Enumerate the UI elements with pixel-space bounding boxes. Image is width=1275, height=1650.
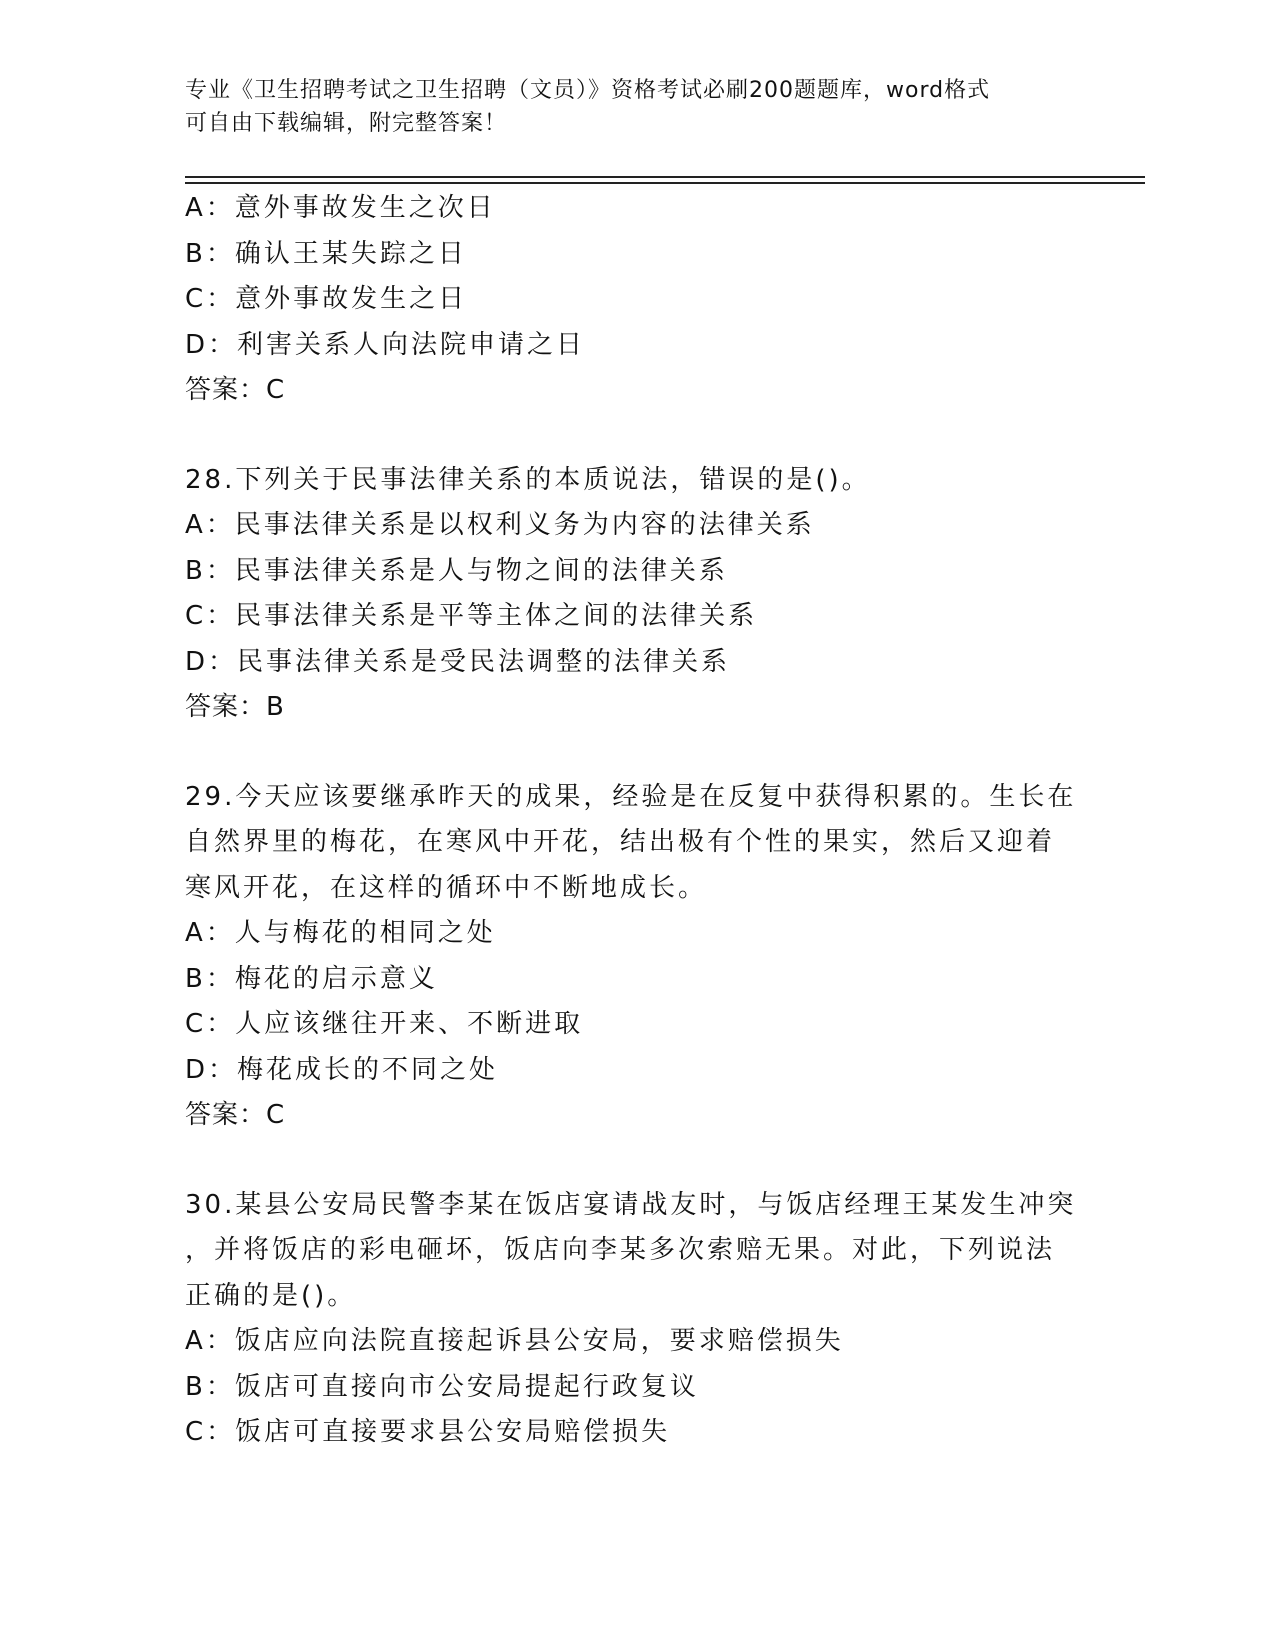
option-c: C：饭店可直接要求县公安局赔偿损失: [185, 1417, 671, 1447]
answer-line: 答案：C: [185, 375, 286, 405]
question-spacer: [185, 414, 1085, 458]
question-27: [185, 186, 1085, 414]
option-c: C：意外事故发生之日: [185, 284, 468, 314]
option-b: B：民事法律关系是人与物之间的法律关系: [185, 555, 728, 586]
answer-line: 答案：B: [185, 692, 285, 722]
question-29: [185, 775, 1085, 1139]
option-d: D：利害关系人向法院申请之日: [185, 329, 586, 360]
stem-line: 自然界里的梅花，在寒风中开花，结出极有个性的果实，然后又迎着: [185, 827, 1056, 857]
header-line-2: 可自由下载编辑，附完整答案！: [185, 111, 508, 136]
stem-line: 正确的是()。: [185, 1280, 357, 1311]
question-list: [185, 186, 1085, 1456]
question-28: [185, 458, 1085, 731]
header-line-1: 专业《卫生招聘考试之卫生招聘（文员）》资格考试必刷200题题库，word格式: [185, 78, 991, 103]
option-c: C：人应该继往开来、不断进取: [185, 1009, 584, 1039]
option-b: B：确认王某失踪之日: [185, 238, 467, 269]
stem-line: 30.某县公安局民警李某在饭店宴请战友时，与饭店经理王某发生冲突: [185, 1189, 1077, 1220]
question-spacer: [185, 731, 1085, 775]
stem-line: 29.今天应该要继承昨天的成果，经验是在反复中获得积累的。生长在: [185, 781, 1077, 812]
stem-line: 寒风开花，在这样的循环中不断地成长。: [185, 872, 708, 903]
header-rule-top: [185, 176, 1145, 178]
option-d: D：民事法律关系是受民法调整的法律关系: [185, 646, 731, 677]
stem-line: 28.下列关于民事法律关系的本质说法，错误的是()。: [185, 464, 871, 495]
header-rule-bottom: [185, 182, 1145, 184]
option-a: A：饭店应向法院直接起诉县公安局，要求赔偿损失: [185, 1326, 844, 1356]
question-stem: [185, 1183, 1085, 1320]
option-d: D：梅花成长的不同之处: [185, 1054, 499, 1085]
option-c: C：民事法律关系是平等主体之间的法律关系: [185, 601, 758, 631]
option-b: B：饭店可直接向市公安局提起行政复议: [185, 1371, 699, 1402]
document-header: [185, 74, 1065, 140]
option-b: B：梅花的启示意义: [185, 963, 438, 994]
stem-line: ，并将饭店的彩电砸坏，饭店向李某多次索赔无果。对此，下列说法: [185, 1235, 1056, 1265]
option-a: A：民事法律关系是以权利义务为内容的法律关系: [185, 510, 815, 540]
question-stem: [185, 775, 1085, 912]
option-a: A：人与梅花的相同之处: [185, 918, 496, 948]
answer-line: 答案：C: [185, 1100, 286, 1130]
question-stem: [185, 458, 1085, 504]
option-a: A：意外事故发生之次日: [185, 193, 496, 223]
question-spacer: [185, 1139, 1085, 1183]
question-30: [185, 1183, 1085, 1456]
